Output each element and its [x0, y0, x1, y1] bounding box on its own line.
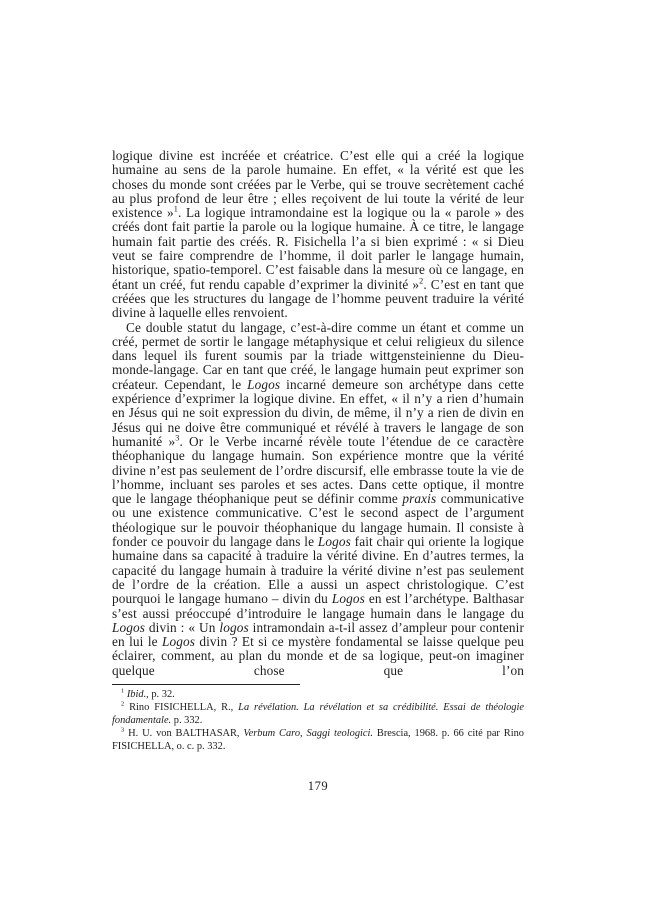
footnote-section: [112, 684, 524, 754]
paragraph: Ce double statut du langage, c’est-à-dire comme un étant et comme un créé, permet de sortir le langage métaphysique et celui religieux du silence dans lequel ils furent soumis par la triade wittgensteinienne du Dieu-monde-langage. Car en tant que créé, le langage humain peut exprimer son créateur. Cependant, le Logos incarné demeure son archétype dans cette expérience d’exprimer la logique divine. En effet, « il n’y a rien d’humain en Jésus qui ne soit expression du divin, de même, il n’y a rien de divin en Jésus qui ne doive être communiqué et révélé à travers le langage de son humanité »$^3$. Or le Verbe incarné révèle toute l’étendue de ce caractère théophanique du langage humain. Son expérience montre que la vérité divine n’est pas seulement de l’ordre discursif, elle embrasse toute la vie de l’homme, incluant ses paroles et ses actes. Dans cette optique, il montre que le langage théophanique peut se définir comme praxis communicative ou une existence communicative. C’est le second aspect de l’argument théologique sur le pouvoir théophanique du langage humain. Il consiste à fonder ce pouvoir du langage dans le Logos fait chair qui oriente la logique humaine dans sa capacité à traduire la vérité divine. En d’autres termes, la capacité du langage humain à traduire la vérité divine n’est pas seulement de l’ordre de la création. Elle a aussi un aspect christologique. C’est pourquoi le langage humano – divin du Logos en est l’archétype. Balthasar s’est aussi préoccupé d’introduire le langage humain dans le langage du Logos divin : « Un logos intramondain a-t-il assez d’ampleur pour contenir en lui le Logos divin ? Et si ce mystère fondamental se laisse quelque peu éclairer, comment, au plan du monde et de sa logique, peut-on imaginer quelque chose que l’on: [112, 319, 525, 678]
footnote: $^1$ Ibid., p. 32.: [121, 687, 175, 700]
footnote: $^2$ Rino FISICHELLA, R., La révélation. La révélation et sa crédibilité. Essai de théologie fondamentale. p. 332.: [112, 700, 524, 726]
footnote-separator: [112, 684, 300, 685]
footnote: $^3$ H. U. von BALTHASAR, Verbum Caro, Saggi teologici. Brescia, 1968. p. 66 cité par Rino FISICHELLA, o. c. p. 332.: [112, 726, 524, 752]
paragraph: logique divine est incréée et créatrice. C’est elle qui a créé la logique humaine au sens de la parole humaine. En effet, « la vérité est que les choses du monde sont créées par le Verbe, qui se trouve secrètement caché au plus profond de leur être ; elles reçoivent de lui toute la vérité de leur existence »$^1$. La logique intramondaine est la logique ou la « parole » des créés dont fait partie la parole ou la logique humaine. À ce titre, le langage humain fait partie des créés. R. Fisichella l’a si bien exprimé : « si Dieu veut se faire comprendre de l’homme, il doit parler le langage humain, historique, spatio-temporel. C’est faisable dans la mesure où ce langage, en étant un créé, fut rendu capable d’exprimer la divinité »$^2$. C’est en tant que créées que les structures du langage de l’homme peuvent traduire la vérité divine à laquelle elles renvoient.: [112, 148, 525, 321]
page-number: 179: [307, 779, 329, 793]
body-text: [112, 149, 524, 678]
